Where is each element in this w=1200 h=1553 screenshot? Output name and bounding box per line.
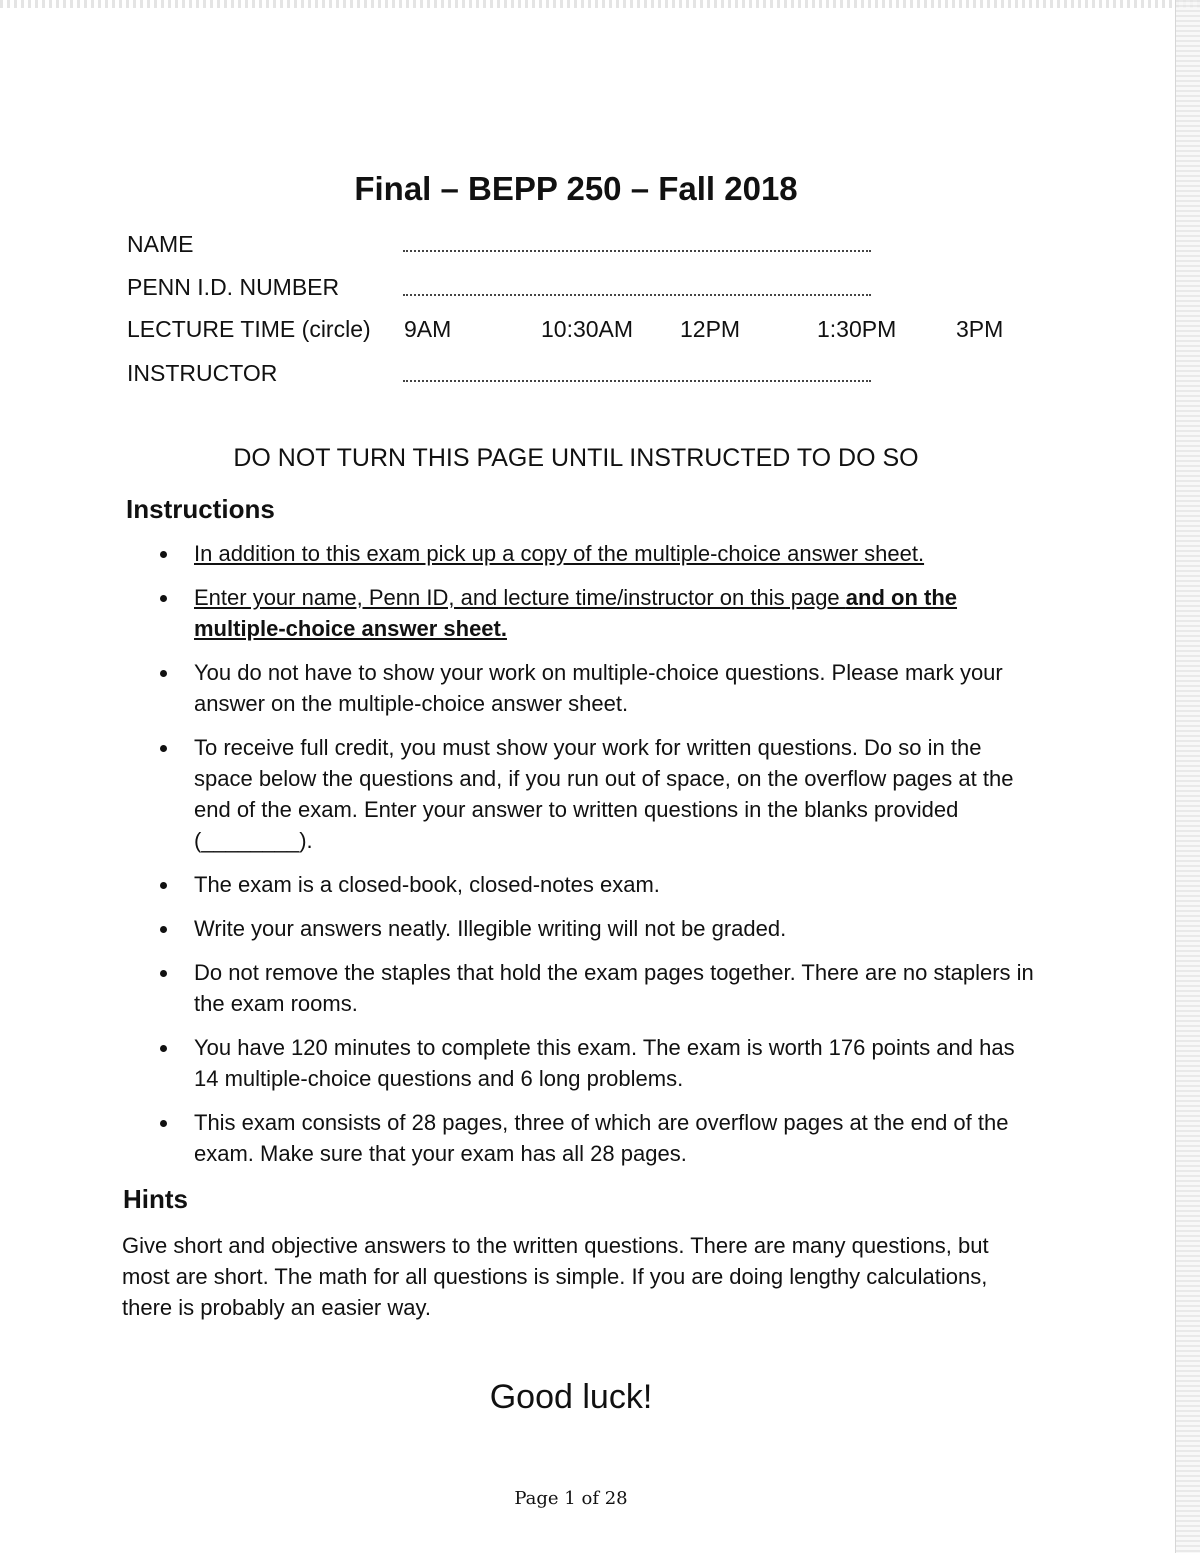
bullet-icon xyxy=(160,882,167,889)
list-item xyxy=(160,1107,1040,1169)
instructions-heading: Instructions xyxy=(126,494,275,524)
bullet-icon xyxy=(160,670,167,677)
do-not-turn-warning: DO NOT TURN THIS PAGE UNTIL INSTRUCTED TO DO SO xyxy=(233,444,919,472)
instruction-text-bold: and on the multiple-choice answer sheet. xyxy=(194,585,958,641)
name-label: NAME xyxy=(127,231,194,257)
lecture-time-label: LECTURE TIME (circle) xyxy=(127,316,371,342)
bullet-icon xyxy=(160,1045,167,1052)
instruction-text: The exam is a closed-book, closed-notes exam. xyxy=(194,872,660,897)
list-item xyxy=(160,957,1040,1019)
list-item xyxy=(160,538,1040,569)
penn-id-label: PENN I.D. NUMBER xyxy=(127,274,340,300)
instruction-text: You have 120 minutes to complete this exam. The exam is worth 176 points and has 14 multiple-choice questions and 6 long problems. xyxy=(194,1035,1015,1091)
penn-id-field[interactable] xyxy=(403,294,871,296)
lecture-option-1030am[interactable]: 10:30AM xyxy=(541,316,634,342)
instruction-text: Enter your name, Penn ID, and lecture time/instructor on this page xyxy=(194,585,846,610)
lecture-option-9am[interactable]: 9AM xyxy=(404,316,452,342)
list-item xyxy=(160,732,1040,856)
hints-text: Give short and objective answers to the written questions. There are many questions, but most are short. The math for all questions is simple. If you are doing lengthy calculations, there is probably an easier way. xyxy=(122,1233,989,1320)
instruction-text: In addition to this exam pick up a copy of the multiple-choice answer sheet. xyxy=(194,541,925,566)
list-item xyxy=(160,582,1040,644)
list-item xyxy=(160,1032,1040,1094)
list-item xyxy=(160,869,1040,900)
answer-blank: ________ xyxy=(201,828,300,853)
bullet-icon xyxy=(160,551,167,558)
instructor-field[interactable] xyxy=(403,380,871,382)
scan-right-edge xyxy=(1175,0,1200,1553)
list-item xyxy=(160,657,1040,719)
bullet-icon xyxy=(160,1120,167,1127)
bullet-icon xyxy=(160,970,167,977)
lecture-option-12pm[interactable]: 12PM xyxy=(680,316,741,342)
instruction-text: This exam consists of 28 pages, three of which are overflow pages at the end of the exam. Make sure that your exam has all 28 pages. xyxy=(194,1110,1009,1166)
instruction-text-end: ). xyxy=(299,828,313,853)
page-title: Final – BEPP 250 – Fall 2018 xyxy=(354,170,798,207)
lecture-option-130pm[interactable]: 1:30PM xyxy=(817,316,897,342)
page-number: Page 1 of 28 xyxy=(514,1488,628,1509)
instruction-text: Write your answers neatly. Illegible writing will not be graded. xyxy=(194,916,787,941)
instructor-label: INSTRUCTOR xyxy=(127,360,278,386)
good-luck-text: Good luck! xyxy=(489,1378,653,1416)
list-item xyxy=(160,913,1040,944)
instructions-list xyxy=(160,538,1040,1182)
lecture-option-3pm[interactable]: 3PM xyxy=(956,316,1004,342)
instruction-text: You do not have to show your work on multiple-choice questions. Please mark your answer on the multiple-choice answer sheet. xyxy=(194,660,1003,716)
name-field[interactable] xyxy=(403,250,871,252)
instruction-text: Do not remove the staples that hold the exam pages together. There are no staplers in the exam rooms. xyxy=(194,960,1034,1016)
hints-heading: Hints xyxy=(123,1184,188,1214)
instruction-text: To receive full credit, you must show your work for written questions. Do so in the space below the questions and, if you run out of space, on the overflow pages at the end of the exam. Enter your answer to written questions in the blanks provided ( xyxy=(194,735,1014,853)
bullet-icon xyxy=(160,745,167,752)
scan-top-edge xyxy=(0,0,1200,8)
bullet-icon xyxy=(160,926,167,933)
bullet-icon xyxy=(160,595,167,602)
